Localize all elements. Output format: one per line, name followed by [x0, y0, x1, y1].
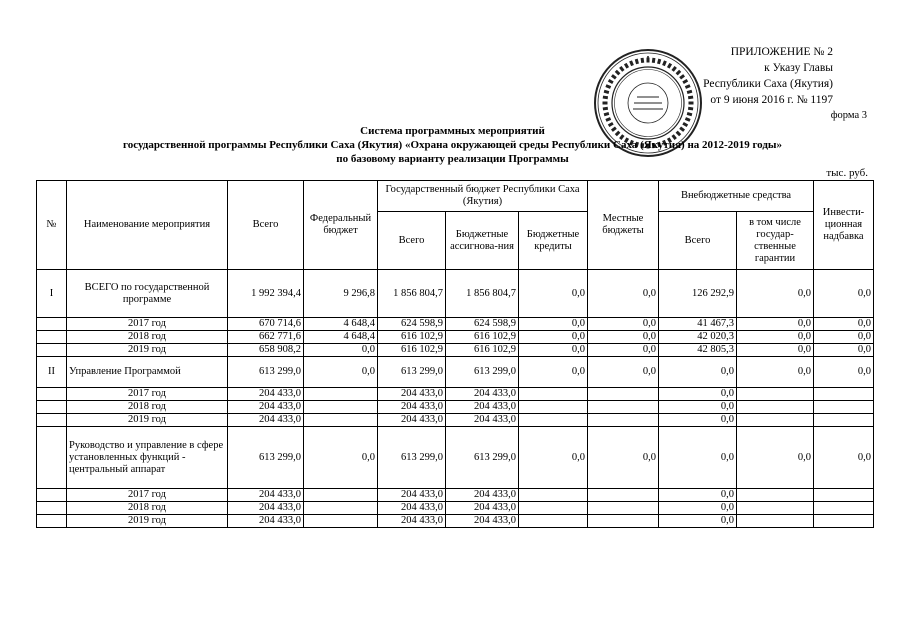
cell-state-alloc: 204 433,0 [446, 388, 519, 401]
cell-total: 204 433,0 [228, 489, 304, 502]
cell-total: 204 433,0 [228, 502, 304, 515]
cell-extra-total: 0,0 [659, 401, 737, 414]
cell-state-total: 616 102,9 [378, 331, 446, 344]
cell-extra-total: 0,0 [659, 414, 737, 427]
table-row [37, 388, 874, 401]
appendix-block [703, 44, 867, 121]
header-state-alloc: Бюджетные ассигнова-ния [446, 212, 519, 270]
header-name: Наименование мероприятия [67, 181, 228, 270]
cell-extra-guar: 0,0 [737, 270, 814, 318]
cell-state-total: 613 299,0 [378, 357, 446, 388]
cell-num [37, 502, 67, 515]
table-row [37, 515, 874, 528]
header-extra-group: Внебюджетные средства [659, 181, 814, 212]
cell-state-alloc: 616 102,9 [446, 344, 519, 357]
cell-num [37, 515, 67, 528]
cell-total: 204 433,0 [228, 388, 304, 401]
cell-state-credit: 0,0 [519, 270, 588, 318]
cell-state-total: 1 856 804,7 [378, 270, 446, 318]
cell-num [37, 401, 67, 414]
cell-state-credit [519, 414, 588, 427]
cell-extra-total: 0,0 [659, 502, 737, 515]
cell-invest: 0,0 [814, 427, 874, 489]
header-state-total: Всего [378, 212, 446, 270]
cell-extra-total: 0,0 [659, 489, 737, 502]
cell-state-alloc: 613 299,0 [446, 427, 519, 489]
cell-extra-guar: 0,0 [737, 344, 814, 357]
cell-local: 0,0 [588, 270, 659, 318]
cell-local: 0,0 [588, 331, 659, 344]
header-state-group: Государственный бюджет Республики Саха (Якутия) [378, 181, 588, 212]
cell-num [37, 344, 67, 357]
cell-name: ВСЕГО по государственной программе [67, 270, 228, 318]
cell-local [588, 502, 659, 515]
cell-invest: 0,0 [814, 318, 874, 331]
table-row [37, 344, 874, 357]
cell-total: 670 714,6 [228, 318, 304, 331]
cell-num [37, 414, 67, 427]
cell-state-credit: 0,0 [519, 331, 588, 344]
table-body [37, 270, 874, 528]
cell-state-credit [519, 401, 588, 414]
cell-name: 2019 год [67, 344, 228, 357]
cell-total: 662 771,6 [228, 331, 304, 344]
cell-extra-guar [737, 401, 814, 414]
table-row [37, 357, 874, 388]
cell-invest [814, 414, 874, 427]
cell-federal [304, 502, 378, 515]
cell-federal [304, 401, 378, 414]
cell-local [588, 388, 659, 401]
cell-state-alloc: 204 433,0 [446, 414, 519, 427]
table-row [37, 427, 874, 489]
cell-extra-guar [737, 489, 814, 502]
cell-state-total: 613 299,0 [378, 427, 446, 489]
cell-state-alloc: 204 433,0 [446, 489, 519, 502]
cell-state-credit: 0,0 [519, 318, 588, 331]
cell-invest: 0,0 [814, 331, 874, 344]
appendix-line-1: ПРИЛОЖЕНИЕ № 2 [730, 46, 833, 58]
cell-invest [814, 502, 874, 515]
cell-local: 0,0 [588, 318, 659, 331]
cell-name: 2017 год [67, 489, 228, 502]
header-total: Всего [228, 181, 304, 270]
cell-name: 2018 год [67, 502, 228, 515]
cell-federal [304, 388, 378, 401]
cell-state-credit [519, 515, 588, 528]
cell-extra-total: 41 467,3 [659, 318, 737, 331]
cell-state-total: 616 102,9 [378, 344, 446, 357]
cell-extra-total: 0,0 [659, 427, 737, 489]
cell-state-credit [519, 388, 588, 401]
cell-extra-guar: 0,0 [737, 331, 814, 344]
cell-total: 1 992 394,4 [228, 270, 304, 318]
cell-state-alloc: 204 433,0 [446, 515, 519, 528]
header-extra-total: Всего [659, 212, 737, 270]
table-row [37, 414, 874, 427]
cell-extra-guar: 0,0 [737, 357, 814, 388]
document-title [0, 124, 905, 166]
table-row [37, 318, 874, 331]
cell-extra-total: 0,0 [659, 515, 737, 528]
cell-invest [814, 489, 874, 502]
table-row [37, 489, 874, 502]
appendix-line-3: Республики Саха (Якутия) [703, 78, 833, 90]
header-federal: Федеральный бюджет [304, 181, 378, 270]
cell-local: 0,0 [588, 357, 659, 388]
cell-federal: 0,0 [304, 344, 378, 357]
cell-num [37, 427, 67, 489]
cell-total: 204 433,0 [228, 401, 304, 414]
cell-name: 2019 год [67, 515, 228, 528]
cell-federal: 0,0 [304, 427, 378, 489]
header-invest: Инвести-ционная надбавка [814, 181, 874, 270]
cell-local [588, 414, 659, 427]
cell-state-credit: 0,0 [519, 357, 588, 388]
cell-state-alloc: 204 433,0 [446, 401, 519, 414]
title-line-1: Система программных мероприятий [360, 125, 545, 137]
cell-num [37, 331, 67, 344]
cell-invest [814, 388, 874, 401]
units-label: тыс. руб. [826, 167, 868, 179]
header-local: Местные бюджеты [588, 181, 659, 270]
cell-invest: 0,0 [814, 357, 874, 388]
measures-table [36, 180, 874, 528]
cell-state-alloc: 616 102,9 [446, 331, 519, 344]
table-row [37, 331, 874, 344]
cell-extra-guar [737, 502, 814, 515]
title-line-2: государственной программы Республики Саха (Якутия) «Охрана окружающей среды Республики Саха (Якутия) на 2012-2019 годы» [122, 139, 783, 151]
cell-extra-total: 0,0 [659, 388, 737, 401]
table-row [37, 270, 874, 318]
cell-total: 658 908,2 [228, 344, 304, 357]
cell-local: 0,0 [588, 427, 659, 489]
title-line-3: по базовому варианту реализации Программы [336, 153, 569, 165]
cell-name: 2017 год [67, 388, 228, 401]
cell-name: 2018 год [67, 401, 228, 414]
cell-state-alloc: 204 433,0 [446, 502, 519, 515]
cell-federal [304, 489, 378, 502]
cell-state-total: 204 433,0 [378, 401, 446, 414]
cell-state-total: 204 433,0 [378, 489, 446, 502]
appendix-line-2: к Указу Главы [764, 62, 833, 74]
cell-extra-guar [737, 414, 814, 427]
cell-total: 204 433,0 [228, 414, 304, 427]
cell-state-credit: 0,0 [519, 427, 588, 489]
cell-total: 613 299,0 [228, 427, 304, 489]
cell-num: II [37, 357, 67, 388]
cell-num: I [37, 270, 67, 318]
cell-name: 2017 год [67, 318, 228, 331]
header-extra-guar: в том числе государ-ственные гарантии [737, 212, 814, 270]
cell-num [37, 388, 67, 401]
cell-total: 204 433,0 [228, 515, 304, 528]
cell-federal: 4 648,4 [304, 318, 378, 331]
header-num: № [37, 181, 67, 270]
table-row [37, 401, 874, 414]
cell-extra-total: 42 020,3 [659, 331, 737, 344]
cell-state-alloc: 613 299,0 [446, 357, 519, 388]
cell-state-total: 204 433,0 [378, 388, 446, 401]
table-row [37, 502, 874, 515]
cell-state-total: 204 433,0 [378, 515, 446, 528]
cell-federal: 9 296,8 [304, 270, 378, 318]
cell-extra-guar [737, 515, 814, 528]
cell-name: 2019 год [67, 414, 228, 427]
cell-federal [304, 515, 378, 528]
cell-federal [304, 414, 378, 427]
header-state-credit: Бюджетные кредиты [519, 212, 588, 270]
cell-extra-guar [737, 388, 814, 401]
cell-name: 2018 год [67, 331, 228, 344]
cell-name: Управление Программой [67, 357, 228, 388]
cell-name: Руководство и управление в сфере установленных функций - центральный аппарат [67, 427, 228, 489]
cell-extra-total: 126 292,9 [659, 270, 737, 318]
cell-local: 0,0 [588, 344, 659, 357]
cell-state-total: 624 598,9 [378, 318, 446, 331]
cell-local [588, 489, 659, 502]
cell-extra-total: 42 805,3 [659, 344, 737, 357]
cell-state-total: 204 433,0 [378, 414, 446, 427]
cell-extra-guar: 0,0 [737, 427, 814, 489]
cell-local [588, 515, 659, 528]
cell-num [37, 318, 67, 331]
cell-state-alloc: 1 856 804,7 [446, 270, 519, 318]
cell-federal: 4 648,4 [304, 331, 378, 344]
cell-state-credit [519, 489, 588, 502]
cell-federal: 0,0 [304, 357, 378, 388]
cell-invest: 0,0 [814, 270, 874, 318]
cell-state-credit: 0,0 [519, 344, 588, 357]
form-label: форма 3 [830, 110, 867, 121]
cell-extra-total: 0,0 [659, 357, 737, 388]
cell-invest [814, 401, 874, 414]
cell-extra-guar: 0,0 [737, 318, 814, 331]
cell-state-total: 204 433,0 [378, 502, 446, 515]
cell-invest: 0,0 [814, 344, 874, 357]
cell-invest [814, 515, 874, 528]
cell-total: 613 299,0 [228, 357, 304, 388]
cell-local [588, 401, 659, 414]
cell-num [37, 489, 67, 502]
appendix-line-4: от 9 июня 2016 г. № 1197 [710, 94, 833, 106]
cell-state-alloc: 624 598,9 [446, 318, 519, 331]
cell-state-credit [519, 502, 588, 515]
